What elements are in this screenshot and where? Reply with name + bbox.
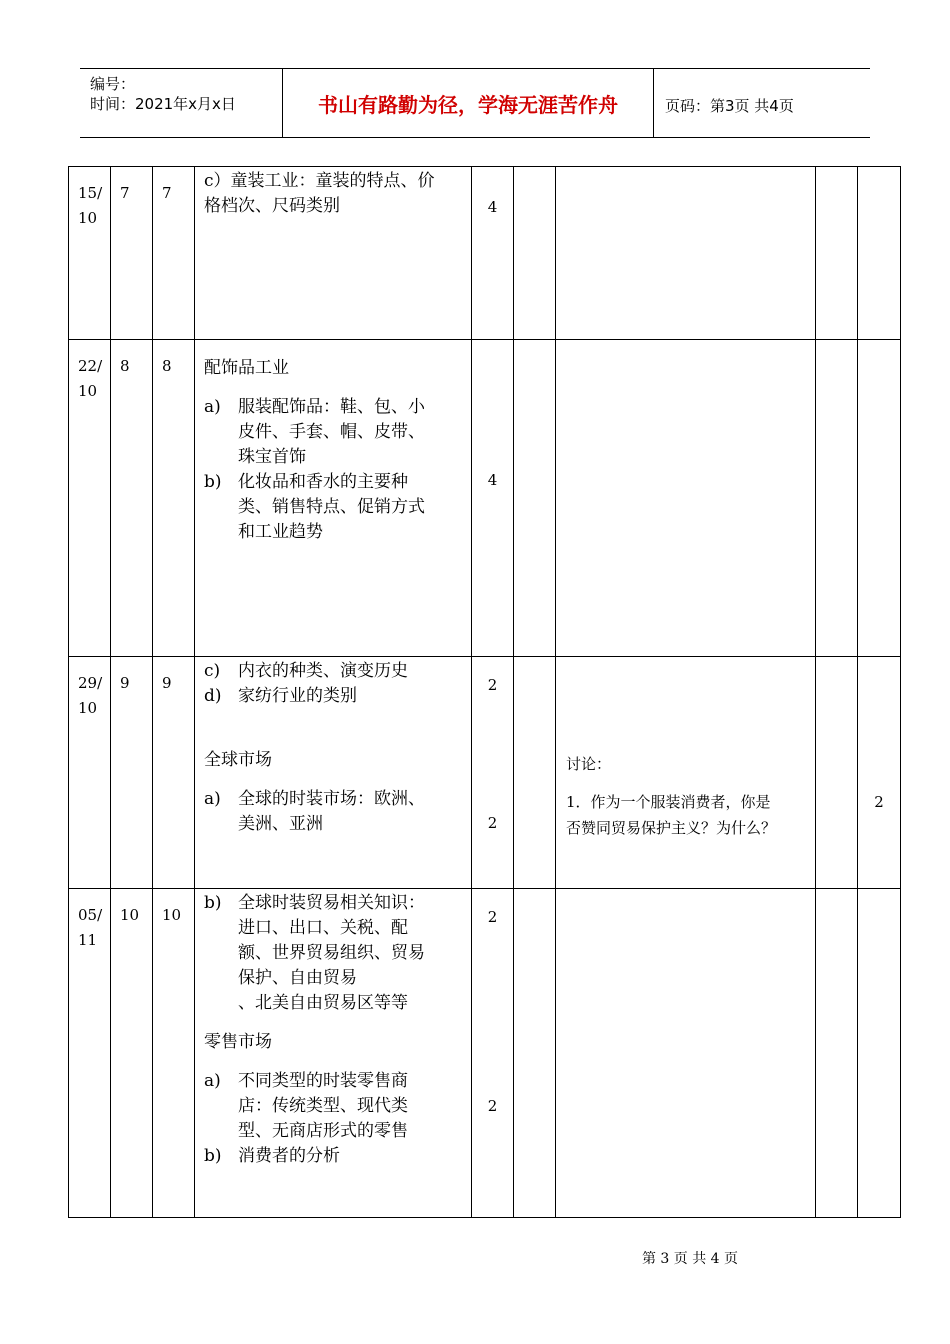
content-cell [195,889,472,1218]
hours-cell: 2 2 [472,657,514,889]
table-row [69,657,901,889]
date-cell: 22/ 10 [69,340,111,657]
empty-cell [858,340,901,657]
header-page-info: 页码：第3页 共4页 [665,97,794,115]
discussion-cell: 讨论： 1．作为一个服装消费者，你是 否赞同贸易保护主义？为什么？ [556,657,816,889]
content-cell [195,657,472,889]
table-row [69,167,901,340]
header-info-cell [80,69,283,137]
header-motto: 书山有路勤为径，学海无涯苦作舟 [283,69,654,137]
lesson-cell: 8 [153,340,195,657]
empty-cell [816,167,858,340]
content-cell: c）童装工业：童装的特点、价 格档次、尺码类别 [195,167,472,340]
list-item: d) 家纺行业的类别 [204,686,357,706]
lesson-cell: 10 [153,889,195,1218]
empty-cell [858,167,901,340]
section-heading: 零售市场 [204,1032,272,1052]
list-item: b) 化妆品和香水的主要种 类、销售特点、促销方式 和工业趋势 [204,472,425,542]
week-cell: 8 [111,340,153,657]
content-cell [195,340,472,657]
lesson-cell: 7 [153,167,195,340]
empty-cell [514,889,556,1218]
list-item: b) 消费者的分析 [204,1146,340,1166]
section-heading: 配饰品工业 [204,358,289,378]
empty-cell [816,340,858,657]
page-footer: 第 3 页 共 4 页 [641,1251,739,1267]
week-cell: 10 [111,889,153,1218]
empty-cell [816,657,858,889]
date-cell: 05/ 11 [69,889,111,1218]
discussion-title: 讨论： [566,755,612,773]
date-cell: 29/ 10 [69,657,111,889]
table-row [69,340,901,657]
doc-number-label: 编号： [90,75,136,93]
discussion-cell [556,889,816,1218]
empty-cell [816,889,858,1218]
section-heading: 全球市场 [204,750,272,770]
discussion-cell [556,167,816,340]
list-item: a) 不同类型的时装零售商 店：传统类型、现代类 型、无商店形式的零售 [204,1071,408,1141]
hours-cell: 2 2 [472,889,514,1218]
hours-cell: 4 [472,340,514,657]
list-item: a) 服装配饰品：鞋、包、小 皮件、手套、帽、皮带、 珠宝首饰 [204,397,425,467]
discussion-cell [556,340,816,657]
doc-time-label: 时间：2021年x月x日 [90,95,236,113]
document-header [80,68,870,138]
list-item: c) 内衣的种类、演变历史 [204,661,408,681]
date-cell: 15/ 10 [69,167,111,340]
week-cell: 9 [111,657,153,889]
last-col-cell: 2 [858,657,901,889]
lesson-cell: 9 [153,657,195,889]
schedule-table [68,166,901,1218]
empty-cell [514,340,556,657]
hours-cell: 4 [472,167,514,340]
empty-cell [858,889,901,1218]
week-cell: 7 [111,167,153,340]
empty-cell [514,657,556,889]
list-item: b) 全球时装贸易相关知识： 进口、出口、关税、配 额、世界贸易组织、贸易 保护、自由贸易 、北美自由贸易区等等 [204,893,425,1013]
list-item: a) 全球的时装市场：欧洲、 美洲、亚洲 [204,789,425,834]
empty-cell [514,167,556,340]
table-row [69,889,901,1218]
